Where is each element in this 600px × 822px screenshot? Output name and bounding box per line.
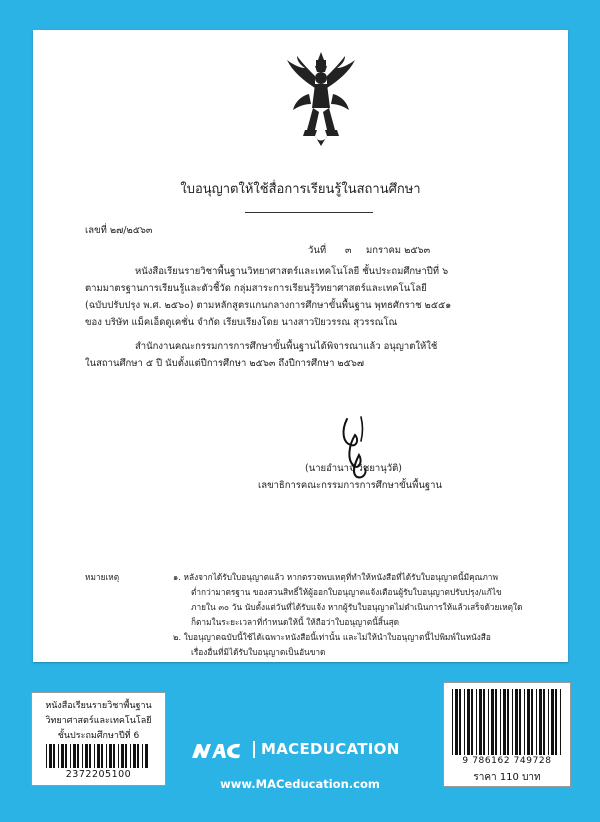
body-line: (ฉบับปรับปรุง พ.ศ. ๒๕๖๐) ตามหลักสูตรแกนกลางการศึกษาขั้นพื้นฐาน พุทธศักราช ๒๕๕๑: [85, 300, 452, 311]
barcode-bar: [109, 744, 112, 768]
barcode-bar: [476, 689, 477, 755]
barcode-bar: [555, 689, 557, 755]
signer-title: เลขาธิการคณะกรรมการการศึกษาขั้นพื้นฐาน: [258, 480, 442, 491]
price: ราคา 110 บาท: [473, 772, 541, 783]
barcode-bar: [519, 689, 521, 755]
body-line: ของ บริษัท แม็คเอ็ดดูเคชั่น จำกัด เรียบเรียงโดย นางสาวปิยวรรณ สุวรรณโณ: [85, 317, 398, 328]
barcode-bar: [452, 689, 453, 755]
body-line: สำนักงานคณะกรรมการการศึกษาขั้นพื้นฐานได้พิจารณาแล้ว อนุญาตให้ใช้: [135, 341, 438, 352]
book-label-line: ชั้นประถมศึกษาปีที่ 6: [57, 731, 140, 741]
barcode-bar: [507, 689, 509, 755]
remarks-label: หมายเหตุ: [85, 572, 120, 582]
garuda-emblem: [285, 50, 357, 148]
barcode-bar: [65, 744, 67, 768]
remark-line: ๑. หลังจากได้รับใบอนุญาตแล้ว หากตรวจพบเหตุที่ทำให้หนังสือที่ได้รับใบอนุญาตนี้มีคุณภาพ: [173, 572, 498, 582]
barcode-bar: [82, 744, 83, 768]
date-month-year: มกราคม ๒๕๖๓: [366, 245, 431, 256]
barcode-bar: [58, 744, 59, 768]
body-line: ในสถานศึกษา ๕ ปี นับตั้งแต่ปีการศึกษา ๒๕๖๓ ถึงปีการศึกษา ๒๕๖๗: [85, 358, 365, 369]
signer-name: (นายอำนาจ วิชยานุวัติ): [305, 463, 402, 474]
barcode-bar: [118, 744, 119, 768]
remark-line: ต่ำกว่ามาตรฐาน ของสวนสิทธิ์ให้ผู้ออกใบอนุญาตแจ้งเตือนผู้รับใบอนุญาตปรับปรุง/แก้ไข: [191, 587, 502, 597]
barcode-bar: [113, 744, 115, 768]
publisher-brand: MACEDUCATION: [261, 740, 400, 758]
barcode-bar: [512, 689, 513, 755]
barcode-bar: [543, 689, 545, 755]
remark-line: ๒. ใบอนุญาตฉบับนี้ใช้ได้เฉพาะหนังสือนี้เท่านั้น และไม่ให้นำใบอนุญาตนี้ไปพิมพ์ในหนังสือ: [173, 632, 491, 642]
barcode-bar: [464, 689, 465, 755]
barcode-bar: [531, 689, 533, 755]
barcode-bar: [491, 689, 494, 755]
barcode-bar: [536, 689, 537, 755]
mac-logo-icon: [192, 741, 244, 759]
barcode-bar: [77, 744, 79, 768]
barcode-bar: [483, 689, 485, 755]
barcode-bar: [142, 744, 143, 768]
barcode-icon: [46, 744, 150, 768]
barcode-bar: [471, 689, 473, 755]
barcode-bar: [479, 689, 482, 755]
barcode-bar: [539, 689, 542, 755]
barcode-bar: [106, 744, 107, 768]
document-title: ใบอนุญาตให้ใช้สื่อการเรียนรู้ในสถานศึกษา: [180, 182, 421, 197]
publisher-logo: [192, 739, 402, 761]
remark-line: ก็ตามในระยะเวลาที่กำหนดให้นี้ ให้ถือว่าใบอนุญาตนี้สิ้นสุด: [191, 617, 400, 627]
barcode-bar: [97, 744, 100, 768]
body-line: หนังสือเรียนรายวิชาพื้นฐานวิทยาศาสตร์และเทคโนโลยี ชั้นประถมศึกษาปีที่ ๖: [135, 266, 449, 277]
isbn-barcode-icon: [452, 689, 562, 755]
barcode-bar: [121, 744, 124, 768]
remark-line: เรื่องอื่นที่มิได้รับใบอนุญาตเป็นอันขาด: [191, 647, 326, 657]
barcode-bar: [467, 689, 470, 755]
barcode-bar: [503, 689, 506, 755]
barcode-bar: [137, 744, 139, 768]
barcode-bar: [488, 689, 489, 755]
barcode-bar: [524, 689, 525, 755]
barcode-bar: [101, 744, 103, 768]
barcode-bar: [455, 689, 458, 755]
barcode-bar: [551, 689, 554, 755]
book-label: [31, 692, 166, 786]
barcode-bar: [70, 744, 71, 768]
isbn-number: 9 786162 749728: [462, 756, 552, 766]
barcode-bar: [53, 744, 55, 768]
title-underline: [245, 212, 373, 213]
barcode-bar: [125, 744, 127, 768]
barcode-bar: [495, 689, 497, 755]
barcode-bar: [515, 689, 518, 755]
barcode-bar: [500, 689, 501, 755]
isbn-block: [443, 682, 571, 787]
barcode-bar: [459, 689, 461, 755]
barcode-bar: [89, 744, 91, 768]
barcode-bar: [49, 744, 52, 768]
barcode-bar: [133, 744, 136, 768]
date-day: ๓: [345, 245, 352, 256]
barcode-bar: [548, 689, 549, 755]
barcode-bar: [130, 744, 131, 768]
book-label-line: หนังสือเรียนรายวิชาพื้นฐาน: [45, 701, 152, 711]
date-label: วันที่: [308, 245, 327, 256]
barcode-bar: [61, 744, 64, 768]
body-line: ตามมาตรฐานการเรียนรู้และตัวชี้วัด กลุ่มสาระการเรียนรู้วิทยาศาสตร์และเทคโนโลยี: [85, 283, 427, 294]
license-document: [33, 30, 568, 662]
barcode-bar: [145, 744, 148, 768]
document-number: เลขที่ ๒๗/๒๕๖๓: [85, 225, 153, 236]
publisher-divider: [253, 741, 255, 758]
remark-line: ภายใน ๓๐ วัน นับตั้งแต่วันที่ได้รับแจ้ง หากผู้รับใบอนุญาตไม่ดำเนินการให้แล้วเสร็จด้วยเหตุใด: [191, 602, 523, 612]
barcode-bar: [85, 744, 88, 768]
barcode-bar: [73, 744, 76, 768]
barcode-bar: [560, 689, 561, 755]
barcode-bar: [94, 744, 95, 768]
book-label-line: วิทยาศาสตร์และเทคโนโลยี: [45, 716, 152, 726]
barcode-bar: [527, 689, 530, 755]
barcode-bar: [46, 744, 47, 768]
book-code: 2372205100: [65, 769, 132, 780]
publisher-website[interactable]: www.MACeducation.com: [220, 777, 380, 791]
